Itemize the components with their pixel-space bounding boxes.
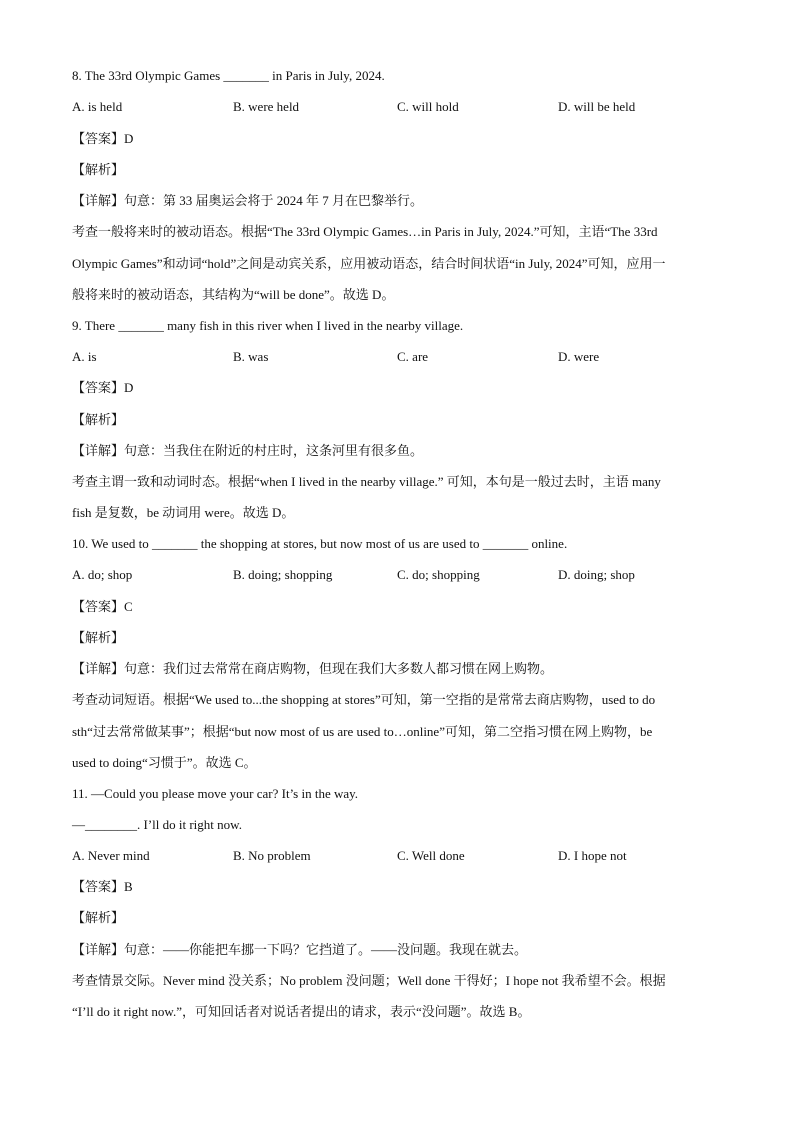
q9-option-b: B. was [233,349,269,364]
q11-option-c: C. Well done [397,848,465,863]
q10-option-a: A. do; shop [72,567,133,582]
q10-explain-line-1: 考查动词短语。根据“We used to...the shopping at stores”可知，第一空指的是常常去商店购物，used to do [72,692,656,707]
q9-explain-line-1: 考查主谓一致和动词时态。根据“when I lived in the nearby village.” 可知，本句是一般过去时，主语 many [72,474,661,489]
q8-analysis-label: 【解析】 [72,162,125,177]
q11-detail: 【详解】句意：——你能把车挪一下吗？它挡道了。——没问题。我现在就去。 [72,942,528,957]
q11-explain-line-1: 考查情景交际。Never mind 没关系；No problem 没问题；Well done 干得好；I hope not 我希望不会。根据 [72,973,666,988]
q9-stem: 9. There _______ many fish in this river when I lived in the nearby village. [72,318,464,333]
q10-explain-line-2: sth“过去常常做某事”；根据“but now most of us are used to…online”可知，第二空指习惯在网上购物，be [72,724,653,739]
q8-option-a: A. is held [72,99,123,114]
q8-option-c: C. will hold [397,99,459,114]
q11-stem-reply: —________. I’ll do it right now. [72,817,242,832]
q11-stem: 11. —Could you please move your car? It’s in the way. [72,786,359,801]
q11-explain-line-2: “I’ll do it right now.”，可知回话者对说话者提出的请求，表示“没问题”。故选 B。 [72,1004,531,1019]
q8-option-d: D. will be held [558,99,636,114]
q8-answer: 【答案】D [72,131,134,146]
q8-stem: 8. The 33rd Olympic Games _______ in Paris in July, 2024. [72,68,385,83]
q9-detail: 【详解】句意：当我住在附近的村庄时，这条河里有很多鱼。 [72,443,424,458]
q11-option-b: B. No problem [233,848,311,863]
q10-option-c: C. do; shopping [397,567,480,582]
q10-stem: 10. We used to _______ the shopping at stores, but now most of us are used to _______ online. [72,536,568,551]
q8-option-b: B. were held [233,99,300,114]
q10-answer: 【答案】C [72,599,133,614]
q11-option-d: D. I hope not [558,848,627,863]
q11-answer: 【答案】B [72,879,133,894]
q9-option-a: A. is [72,349,97,364]
q11-option-a: A. Never mind [72,848,150,863]
q10-explain-line-3: used to doing“习惯于”。故选 C。 [72,755,257,770]
q8-explain-line-3: 般将来时的被动语态，其结构为“will be done”。故选 D。 [72,287,395,302]
q10-detail: 【详解】句意：我们过去常常在商店购物，但现在我们大多数人都习惯在网上购物。 [72,661,554,676]
q8-detail: 【详解】句意：第 33 届奥运会将于 2024 年 7 月在巴黎举行。 [72,193,424,208]
q9-explain-line-2: fish 是复数，be 动词用 were。故选 D。 [72,505,295,520]
q10-option-d: D. doing; shop [558,567,635,582]
q9-option-c: C. are [397,349,429,364]
q9-option-d: D. were [558,349,600,364]
q8-explain-line-1: 考查一般将来时的被动语态。根据“The 33rd Olympic Games…in Paris in July, 2024.”可知，主语“The 33rd [72,224,658,239]
q9-analysis-label: 【解析】 [72,412,125,427]
q8-explain-line-2: Olympic Games”和动词“hold”之间是动宾关系，应用被动语态，结合时间状语“in July, 2024”可知，应用一 [72,256,666,271]
q10-option-b: B. doing; shopping [233,567,333,582]
q9-answer: 【答案】D [72,380,134,395]
q11-analysis-label: 【解析】 [72,910,125,925]
q10-analysis-label: 【解析】 [72,630,125,645]
